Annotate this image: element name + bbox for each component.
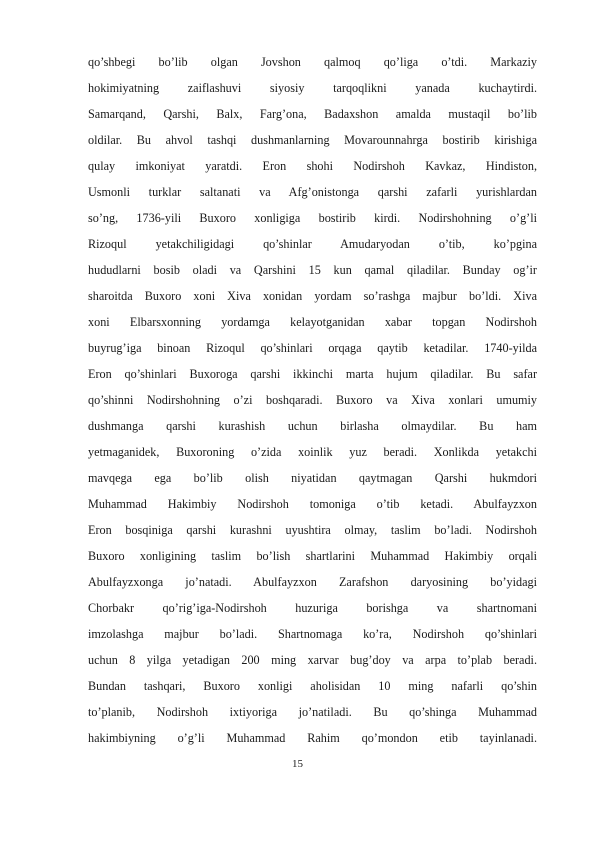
text-line: uchun 8 yilga yetadigan 200 ming xarvar bug’doy va arpa to’plab beradi.: [88, 653, 537, 667]
text-line: so’ng, 1736-yili Buxoro xonligiga bostirib kirdi. Nodirshohning o’g’li: [88, 211, 537, 225]
page-number: 15: [292, 758, 303, 770]
text-line: Chorbakr qo’rig’iga-Nodirshoh huzuriga borishga va shartnomani: [88, 601, 537, 615]
text-line: Buxoro xonligining taslim bo’lish shartlarini Muhammad Hakimbiy orqali: [88, 549, 537, 563]
text-line: Bundan tashqari, Buxoro xonligi aholisidan 10 ming nafarli qo’shin: [88, 679, 537, 693]
text-line: xoni Elbarsxonning yordamga kelayotganidan xabar topgan Nodirshoh: [88, 315, 537, 329]
text-line: Abulfayzxonga jo’natadi. Abulfayzxon Zarafshon daryosining bo’yidagi: [88, 575, 537, 589]
text-line: qo’shbegi bo’lib olgan Jovshon qalmoq qo’liga o’tdi. Markaziy: [88, 55, 537, 69]
text-line: yetmaganidek, Buxoroning o’zida xoinlik yuz beradi. Xonlikda yetakchi: [88, 445, 537, 459]
text-line: dushmanga qarshi kurashish uchun birlasha olmaydilar. Bu ham: [88, 419, 537, 433]
text-line: Samarqand, Qarshi, Balx, Farg’ona, Badaxshon amalda mustaqil bo’lib: [88, 107, 537, 121]
text-line: oldilar. Bu ahvol tashqi dushmanlarning Movarounnahrga bostirib kirishiga: [88, 133, 537, 147]
text-line: hududlarni bosib oladi va Qarshini 15 kun qamal qiladilar. Bunday og’ir: [88, 263, 537, 277]
text-line: Eron qo’shinlari Buxoroga qarshi ikkinchi marta hujum qiladilar. Bu safar: [88, 367, 537, 381]
text-line: mavqega ega bo’lib olish niyatidan qaytmagan Qarshi hukmdori: [88, 471, 537, 485]
text-line: to’planib, Nodirshoh ixtiyoriga jo’natiladi. Bu qo’shinga Muhammad: [88, 705, 537, 719]
text-line: Muhammad Hakimbiy Nodirshoh tomoniga o’tib ketadi. Abulfayzxon: [88, 497, 537, 511]
text-line: imzolashga majbur bo’ladi. Shartnomaga ko’ra, Nodirshoh qo’shinlari: [88, 627, 537, 641]
text-line: hakimbiyning o’g’li Muhammad Rahim qo’mondon etib tayinlanadi.: [88, 731, 537, 745]
text-line: sharoitda Buxoro xoni Xiva xonidan yordam so’rashga majbur bo’ldi. Xiva: [88, 289, 537, 303]
text-line: hokimiyatning zaiflashuvi siyosiy tarqoqlikni yanada kuchaytirdi.: [88, 81, 537, 95]
document-page: [88, 49, 537, 751]
text-line: Usmonli turklar saltanati va Afg’onistonga qarshi zafarli yurishlardan: [88, 185, 537, 199]
text-line: qo’shinni Nodirshohning o’zi boshqaradi. Buxoro va Xiva xonlari umumiy: [88, 393, 537, 407]
text-line: Eron bosqiniga qarshi kurashni uyushtira olmay, taslim bo’ladi. Nodirshoh: [88, 523, 537, 537]
text-line: Rizoqul yetakchiligidagi qo’shinlar Amudaryodan o’tib, ko’pgina: [88, 237, 537, 251]
text-line: buyrug’iga binoan Rizoqul qo’shinlari orqaga qaytib ketadilar. 1740-yilda: [88, 341, 537, 355]
text-line: qulay imkoniyat yaratdi. Eron shohi Nodirshoh Kavkaz, Hindiston,: [88, 159, 537, 173]
